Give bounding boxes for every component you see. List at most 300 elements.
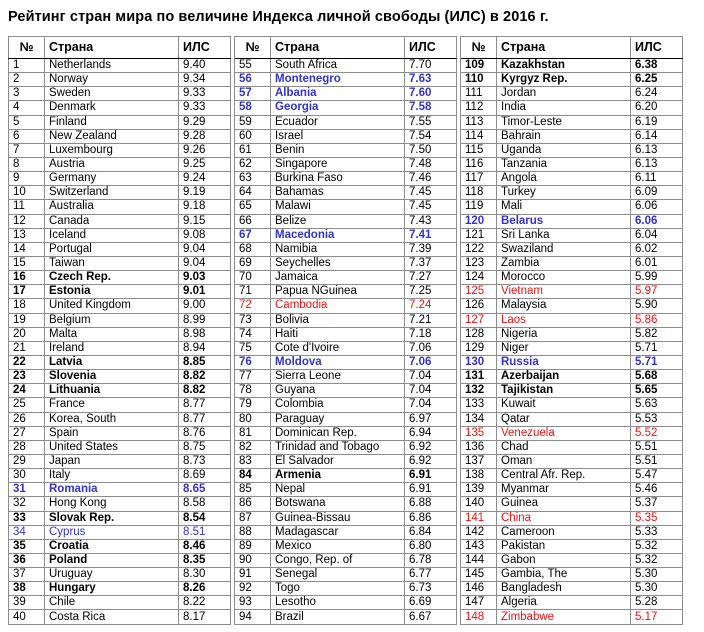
country-cell: Malta xyxy=(45,327,179,341)
index-value-cell: 6.14 xyxy=(631,129,683,143)
index-value-cell: 5.53 xyxy=(631,412,683,426)
index-value-cell: 8.58 xyxy=(179,497,231,511)
country-cell: Niger xyxy=(497,341,631,355)
rank-cell: 18 xyxy=(9,299,45,313)
rank-cell: 87 xyxy=(235,511,271,525)
index-value-cell: 7.55 xyxy=(405,115,457,129)
index-value-cell: 7.04 xyxy=(405,398,457,412)
rank-cell: 77 xyxy=(235,370,271,384)
rank-cell: 76 xyxy=(235,355,271,369)
index-value-cell: 5.86 xyxy=(631,313,683,327)
country-cell: Senegal xyxy=(271,568,405,582)
header-value-1: ИЛС xyxy=(179,37,231,59)
country-cell: New Zealand xyxy=(45,129,179,143)
index-value-cell: 6.84 xyxy=(405,525,457,539)
rank-cell: 27 xyxy=(9,426,45,440)
header-country-1: Страна xyxy=(45,37,179,59)
country-cell: Lesotho xyxy=(271,596,405,610)
rank-cell: 26 xyxy=(9,412,45,426)
rank-cell: 83 xyxy=(235,454,271,468)
table-row xyxy=(9,299,683,313)
country-cell: Belize xyxy=(271,214,405,228)
country-cell: Netherlands xyxy=(45,59,179,73)
country-cell: Tanzania xyxy=(497,157,631,171)
rank-cell: 94 xyxy=(235,610,271,624)
rank-cell: 147 xyxy=(461,596,497,610)
index-value-cell: 6.78 xyxy=(405,553,457,567)
table-row xyxy=(9,115,683,129)
index-value-cell: 6.67 xyxy=(405,610,457,624)
rank-cell: 59 xyxy=(235,115,271,129)
country-cell: Sierra Leone xyxy=(271,370,405,384)
country-cell: Costa Rica xyxy=(45,610,179,624)
table-row xyxy=(9,370,683,384)
index-value-cell: 7.43 xyxy=(405,214,457,228)
country-cell: Japan xyxy=(45,454,179,468)
country-cell: Hong Kong xyxy=(45,497,179,511)
country-cell: Uganda xyxy=(497,143,631,157)
index-value-cell: 8.94 xyxy=(179,341,231,355)
country-cell: Botswana xyxy=(271,497,405,511)
index-value-cell: 5.71 xyxy=(631,355,683,369)
rank-cell: 8 xyxy=(9,157,45,171)
index-value-cell: 8.85 xyxy=(179,355,231,369)
table-row xyxy=(9,525,683,539)
country-cell: Poland xyxy=(45,553,179,567)
rank-cell: 127 xyxy=(461,313,497,327)
country-cell: Slovak Rep. xyxy=(45,511,179,525)
rank-cell: 92 xyxy=(235,582,271,596)
rank-cell: 4 xyxy=(9,101,45,115)
index-value-cell: 9.26 xyxy=(179,143,231,157)
table-row xyxy=(9,200,683,214)
index-value-cell: 5.30 xyxy=(631,568,683,582)
rank-cell: 14 xyxy=(9,242,45,256)
index-value-cell: 6.94 xyxy=(405,426,457,440)
country-cell: Armenia xyxy=(271,469,405,483)
country-cell: Mexico xyxy=(271,539,405,553)
table-row xyxy=(9,285,683,299)
table-row xyxy=(9,313,683,327)
index-value-cell: 6.91 xyxy=(405,483,457,497)
country-cell: Trinidad and Tobago xyxy=(271,440,405,454)
country-cell: Finland xyxy=(45,115,179,129)
header-num-2: № xyxy=(235,37,271,59)
country-cell: Turkey xyxy=(497,186,631,200)
rank-cell: 134 xyxy=(461,412,497,426)
country-cell: Nigeria xyxy=(497,327,631,341)
rank-cell: 145 xyxy=(461,568,497,582)
rank-cell: 139 xyxy=(461,483,497,497)
table-row xyxy=(9,497,683,511)
rank-cell: 28 xyxy=(9,440,45,454)
country-cell: Malaysia xyxy=(497,299,631,313)
rank-cell: 6 xyxy=(9,129,45,143)
table-row xyxy=(9,454,683,468)
country-cell: Chad xyxy=(497,440,631,454)
rank-cell: 93 xyxy=(235,596,271,610)
country-cell: Kuwait xyxy=(497,398,631,412)
index-value-cell: 6.92 xyxy=(405,440,457,454)
index-value-cell: 5.32 xyxy=(631,539,683,553)
country-cell: Lithuania xyxy=(45,384,179,398)
index-value-cell: 6.01 xyxy=(631,256,683,270)
index-value-cell: 7.48 xyxy=(405,157,457,171)
index-value-cell: 9.33 xyxy=(179,87,231,101)
index-value-cell: 5.65 xyxy=(631,384,683,398)
index-value-cell: 5.99 xyxy=(631,271,683,285)
table-row xyxy=(9,242,683,256)
rank-cell: 111 xyxy=(461,87,497,101)
rank-cell: 90 xyxy=(235,553,271,567)
country-cell: Algeria xyxy=(497,596,631,610)
country-cell: Togo xyxy=(271,582,405,596)
table-row xyxy=(9,426,683,440)
rank-cell: 20 xyxy=(9,327,45,341)
index-value-cell: 8.30 xyxy=(179,568,231,582)
index-value-cell: 5.97 xyxy=(631,285,683,299)
table-row xyxy=(9,398,683,412)
index-value-cell: 8.82 xyxy=(179,384,231,398)
rank-cell: 137 xyxy=(461,454,497,468)
rank-cell: 121 xyxy=(461,228,497,242)
country-cell: Spain xyxy=(45,426,179,440)
index-value-cell: 6.91 xyxy=(405,469,457,483)
country-cell: Switzerland xyxy=(45,186,179,200)
country-cell: Czech Rep. xyxy=(45,271,179,285)
rank-cell: 12 xyxy=(9,214,45,228)
rank-cell: 38 xyxy=(9,582,45,596)
index-value-cell: 7.45 xyxy=(405,186,457,200)
rank-cell: 9 xyxy=(9,172,45,186)
index-value-cell: 9.28 xyxy=(179,129,231,143)
country-cell: Ireland xyxy=(45,341,179,355)
index-value-cell: 7.27 xyxy=(405,271,457,285)
country-cell: Oman xyxy=(497,454,631,468)
rank-cell: 11 xyxy=(9,200,45,214)
index-value-cell: 7.04 xyxy=(405,370,457,384)
index-value-cell: 8.51 xyxy=(179,525,231,539)
country-cell: Iceland xyxy=(45,228,179,242)
index-value-cell: 7.04 xyxy=(405,384,457,398)
index-value-cell: 6.73 xyxy=(405,582,457,596)
country-cell: Slovenia xyxy=(45,370,179,384)
country-cell: South Africa xyxy=(271,59,405,73)
country-cell: Qatar xyxy=(497,412,631,426)
index-value-cell: 8.69 xyxy=(179,469,231,483)
country-cell: Uruguay xyxy=(45,568,179,582)
country-cell: Bahamas xyxy=(271,186,405,200)
country-cell: Portugal xyxy=(45,242,179,256)
rank-cell: 1 xyxy=(9,59,45,73)
rank-cell: 40 xyxy=(9,610,45,624)
index-value-cell: 7.50 xyxy=(405,143,457,157)
index-value-cell: 9.29 xyxy=(179,115,231,129)
table-row xyxy=(9,553,683,567)
country-cell: Romania xyxy=(45,483,179,497)
country-cell: Tajikistan xyxy=(497,384,631,398)
index-value-cell: 5.37 xyxy=(631,497,683,511)
rank-cell: 73 xyxy=(235,313,271,327)
country-cell: Pakistan xyxy=(497,539,631,553)
country-cell: Italy xyxy=(45,469,179,483)
index-value-cell: 9.15 xyxy=(179,214,231,228)
rank-cell: 66 xyxy=(235,214,271,228)
rank-cell: 82 xyxy=(235,440,271,454)
index-value-cell: 8.75 xyxy=(179,440,231,454)
country-cell: Colombia xyxy=(271,398,405,412)
index-value-cell: 8.22 xyxy=(179,596,231,610)
country-cell: Belgium xyxy=(45,313,179,327)
rank-cell: 129 xyxy=(461,341,497,355)
index-value-cell: 5.32 xyxy=(631,553,683,567)
index-value-cell: 6.20 xyxy=(631,101,683,115)
country-cell: Malawi xyxy=(271,200,405,214)
country-cell: Angola xyxy=(497,172,631,186)
country-cell: Haiti xyxy=(271,327,405,341)
country-cell: Ecuador xyxy=(271,115,405,129)
rank-cell: 71 xyxy=(235,285,271,299)
rank-cell: 120 xyxy=(461,214,497,228)
index-value-cell: 6.02 xyxy=(631,242,683,256)
country-cell: Azerbaijan xyxy=(497,370,631,384)
index-value-cell: 8.82 xyxy=(179,370,231,384)
rank-cell: 109 xyxy=(461,59,497,73)
country-cell: Russia xyxy=(497,355,631,369)
country-cell: Bolivia xyxy=(271,313,405,327)
table-row xyxy=(9,355,683,369)
country-cell: Laos xyxy=(497,313,631,327)
index-value-cell: 6.77 xyxy=(405,568,457,582)
country-cell: Burkina Faso xyxy=(271,172,405,186)
rank-cell: 110 xyxy=(461,73,497,87)
country-cell: Estonia xyxy=(45,285,179,299)
index-value-cell: 8.65 xyxy=(179,483,231,497)
rank-cell: 56 xyxy=(235,73,271,87)
index-value-cell: 8.54 xyxy=(179,511,231,525)
index-value-cell: 5.82 xyxy=(631,327,683,341)
index-value-cell: 8.46 xyxy=(179,539,231,553)
rank-cell: 2 xyxy=(9,73,45,87)
table-row xyxy=(9,483,683,497)
rank-cell: 126 xyxy=(461,299,497,313)
country-cell: Cote d'Ivoire xyxy=(271,341,405,355)
country-cell: Nepal xyxy=(271,483,405,497)
index-value-cell: 9.19 xyxy=(179,186,231,200)
rank-cell: 81 xyxy=(235,426,271,440)
rank-cell: 75 xyxy=(235,341,271,355)
rank-cell: 117 xyxy=(461,172,497,186)
rank-cell: 86 xyxy=(235,497,271,511)
index-value-cell: 6.11 xyxy=(631,172,683,186)
country-cell: Sweden xyxy=(45,87,179,101)
country-cell: Congo, Rep. of xyxy=(271,553,405,567)
rank-cell: 60 xyxy=(235,129,271,143)
rank-cell: 3 xyxy=(9,87,45,101)
index-value-cell: 6.13 xyxy=(631,143,683,157)
index-value-cell: 6.69 xyxy=(405,596,457,610)
country-cell: Mali xyxy=(497,200,631,214)
rank-cell: 128 xyxy=(461,327,497,341)
rank-cell: 67 xyxy=(235,228,271,242)
header-country-3: Страна xyxy=(497,37,631,59)
rank-cell: 143 xyxy=(461,539,497,553)
country-cell: Georgia xyxy=(271,101,405,115)
rank-cell: 118 xyxy=(461,186,497,200)
country-cell: Norway xyxy=(45,73,179,87)
table-row xyxy=(9,568,683,582)
rank-cell: 142 xyxy=(461,525,497,539)
rank-cell: 31 xyxy=(9,483,45,497)
rank-cell: 16 xyxy=(9,271,45,285)
rank-cell: 57 xyxy=(235,87,271,101)
index-value-cell: 8.76 xyxy=(179,426,231,440)
country-cell: Singapore xyxy=(271,157,405,171)
rank-cell: 68 xyxy=(235,242,271,256)
table-row xyxy=(9,157,683,171)
page-title: Рейтинг стран мира по величине Индекса личной свободы (ИЛС) в 2016 г. xyxy=(8,9,549,25)
table-row xyxy=(9,271,683,285)
index-value-cell: 9.25 xyxy=(179,157,231,171)
index-value-cell: 7.58 xyxy=(405,101,457,115)
index-value-cell: 9.01 xyxy=(179,285,231,299)
index-value-cell: 8.17 xyxy=(179,610,231,624)
index-value-cell: 8.77 xyxy=(179,398,231,412)
index-value-cell: 6.19 xyxy=(631,115,683,129)
rank-cell: 69 xyxy=(235,256,271,270)
rank-cell: 21 xyxy=(9,341,45,355)
country-cell: Cyprus xyxy=(45,525,179,539)
rank-cell: 62 xyxy=(235,157,271,171)
rank-cell: 72 xyxy=(235,299,271,313)
index-value-cell: 5.51 xyxy=(631,454,683,468)
rank-cell: 144 xyxy=(461,553,497,567)
index-value-cell: 5.63 xyxy=(631,398,683,412)
table-row xyxy=(9,539,683,553)
country-cell: Seychelles xyxy=(271,256,405,270)
country-cell: Israel xyxy=(271,129,405,143)
index-value-cell: 7.54 xyxy=(405,129,457,143)
country-cell: Montenegro xyxy=(271,73,405,87)
rank-cell: 122 xyxy=(461,242,497,256)
country-cell: Venezuela xyxy=(497,426,631,440)
country-cell: Zimbabwe xyxy=(497,610,631,624)
rank-cell: 25 xyxy=(9,398,45,412)
index-value-cell: 5.47 xyxy=(631,469,683,483)
rank-cell: 35 xyxy=(9,539,45,553)
index-value-cell: 5.33 xyxy=(631,525,683,539)
index-value-cell: 7.41 xyxy=(405,228,457,242)
country-cell: Zambia xyxy=(497,256,631,270)
country-cell: Cambodia xyxy=(271,299,405,313)
country-cell: Timor-Leste xyxy=(497,115,631,129)
rank-cell: 88 xyxy=(235,525,271,539)
index-value-cell: 7.25 xyxy=(405,285,457,299)
table-row xyxy=(9,101,683,115)
rank-cell: 138 xyxy=(461,469,497,483)
ranking-body xyxy=(9,59,683,625)
rank-cell: 37 xyxy=(9,568,45,582)
country-cell: Kazakhstan xyxy=(497,59,631,73)
rank-cell: 63 xyxy=(235,172,271,186)
rank-cell: 29 xyxy=(9,454,45,468)
country-cell: Guinea-Bissau xyxy=(271,511,405,525)
rank-cell: 125 xyxy=(461,285,497,299)
country-cell: Jordan xyxy=(497,87,631,101)
country-cell: Dominican Rep. xyxy=(271,426,405,440)
rank-cell: 7 xyxy=(9,143,45,157)
table-row xyxy=(9,596,683,610)
rank-cell: 19 xyxy=(9,313,45,327)
index-value-cell: 9.04 xyxy=(179,242,231,256)
country-cell: El Salvador xyxy=(271,454,405,468)
index-value-cell: 5.30 xyxy=(631,582,683,596)
ranking-table xyxy=(8,36,683,625)
country-cell: Moldova xyxy=(271,355,405,369)
rank-cell: 23 xyxy=(9,370,45,384)
country-cell: Papua NGuinea xyxy=(271,285,405,299)
rank-cell: 141 xyxy=(461,511,497,525)
country-cell: Denmark xyxy=(45,101,179,115)
index-value-cell: 6.97 xyxy=(405,412,457,426)
index-value-cell: 6.06 xyxy=(631,200,683,214)
country-cell: India xyxy=(497,101,631,115)
index-value-cell: 7.63 xyxy=(405,73,457,87)
rank-cell: 17 xyxy=(9,285,45,299)
rank-cell: 58 xyxy=(235,101,271,115)
index-value-cell: 6.04 xyxy=(631,228,683,242)
index-value-cell: 9.40 xyxy=(179,59,231,73)
country-cell: Gabon xyxy=(497,553,631,567)
country-cell: Benin xyxy=(271,143,405,157)
country-cell: Belarus xyxy=(497,214,631,228)
country-cell: Canada xyxy=(45,214,179,228)
country-cell: Gambia, The xyxy=(497,568,631,582)
table-row xyxy=(9,384,683,398)
index-value-cell: 5.52 xyxy=(631,426,683,440)
table-row xyxy=(9,129,683,143)
header-row xyxy=(9,37,683,59)
index-value-cell: 7.45 xyxy=(405,200,457,214)
index-value-cell: 9.24 xyxy=(179,172,231,186)
index-value-cell: 9.00 xyxy=(179,299,231,313)
index-value-cell: 9.34 xyxy=(179,73,231,87)
rank-cell: 74 xyxy=(235,327,271,341)
index-value-cell: 7.21 xyxy=(405,313,457,327)
country-cell: Luxembourg xyxy=(45,143,179,157)
country-cell: Macedonia xyxy=(271,228,405,242)
rank-cell: 79 xyxy=(235,398,271,412)
country-cell: Guinea xyxy=(497,497,631,511)
rank-cell: 55 xyxy=(235,59,271,73)
rank-cell: 61 xyxy=(235,143,271,157)
rank-cell: 32 xyxy=(9,497,45,511)
country-cell: United States xyxy=(45,440,179,454)
index-value-cell: 6.86 xyxy=(405,511,457,525)
rank-cell: 132 xyxy=(461,384,497,398)
country-cell: Vietnam xyxy=(497,285,631,299)
rank-cell: 85 xyxy=(235,483,271,497)
index-value-cell: 6.88 xyxy=(405,497,457,511)
index-value-cell: 6.38 xyxy=(631,59,683,73)
index-value-cell: 5.35 xyxy=(631,511,683,525)
rank-cell: 91 xyxy=(235,568,271,582)
table-row xyxy=(9,256,683,270)
rank-cell: 34 xyxy=(9,525,45,539)
rank-cell: 65 xyxy=(235,200,271,214)
rank-cell: 24 xyxy=(9,384,45,398)
country-cell: Croatia xyxy=(45,539,179,553)
